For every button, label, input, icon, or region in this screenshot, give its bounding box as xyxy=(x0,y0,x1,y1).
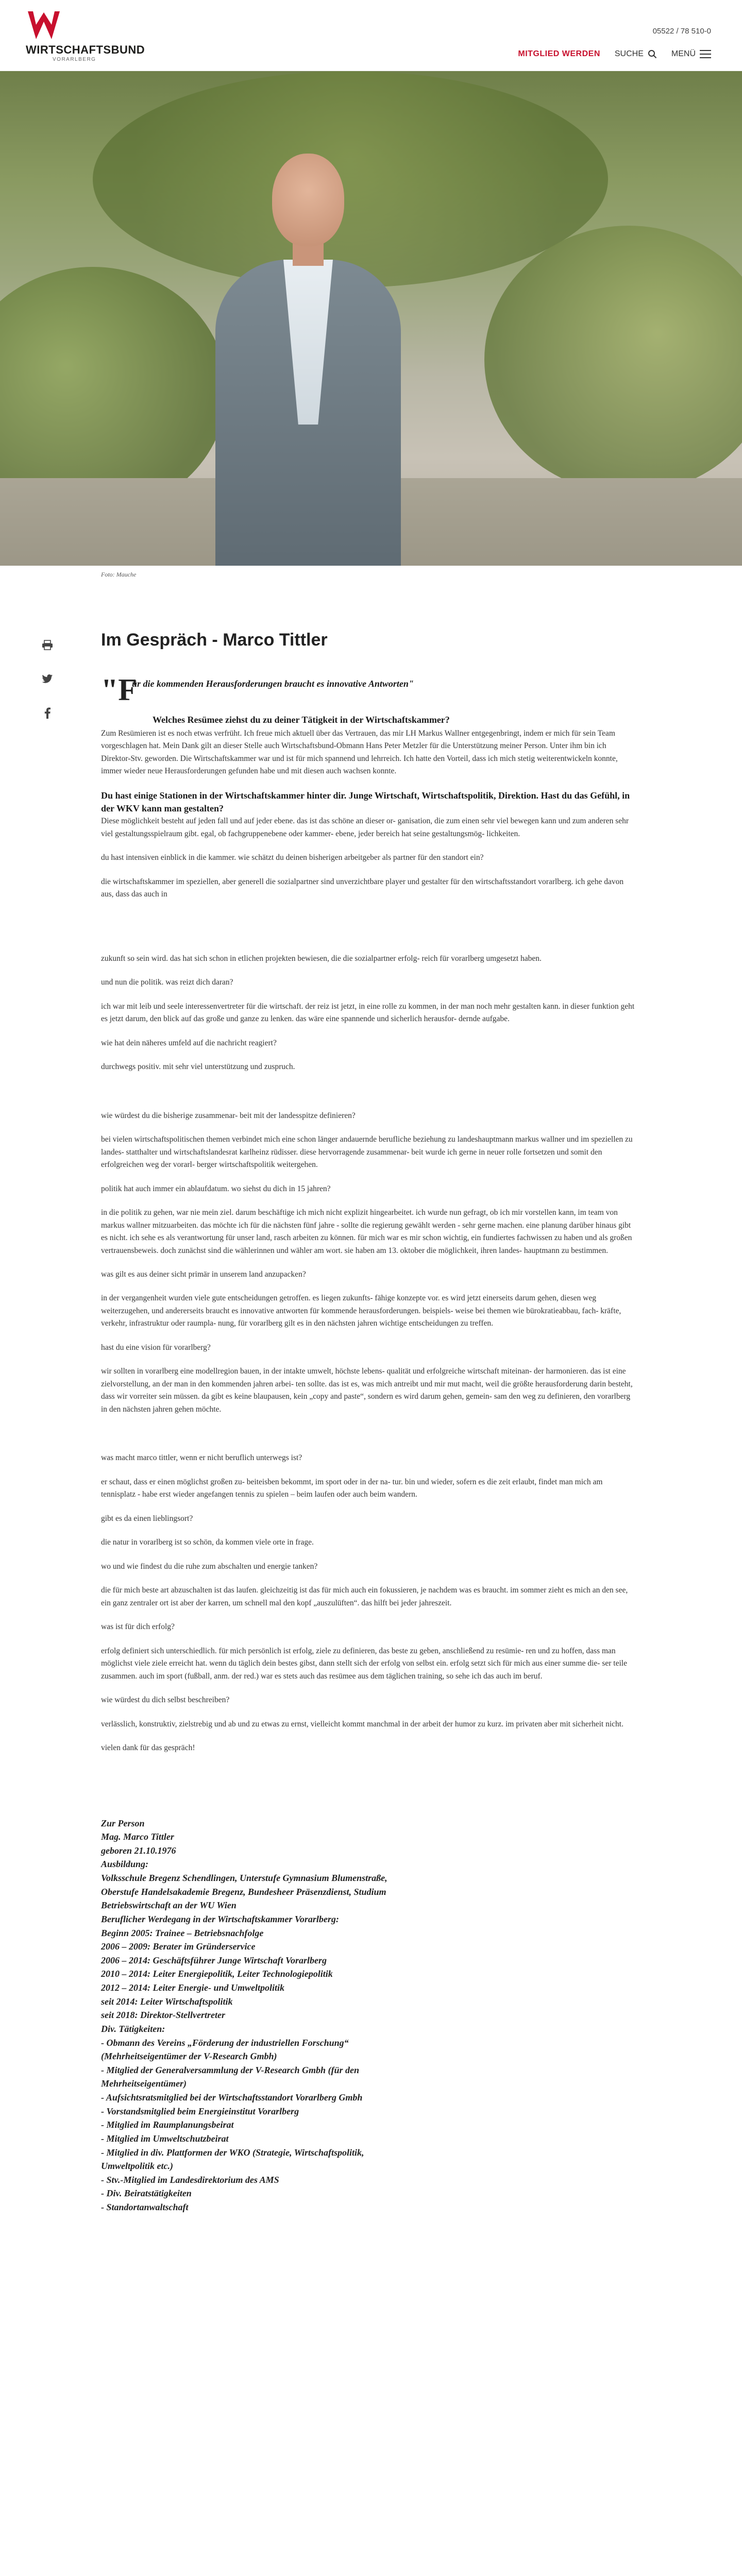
qa-block xyxy=(101,789,637,840)
portrait-head xyxy=(272,154,344,246)
search-icon xyxy=(648,49,657,59)
header-phone[interactable]: 05522 / 78 510-0 xyxy=(652,27,711,36)
bio-line: Ausbildung: xyxy=(101,1859,149,1870)
bio-line: - Vorstandsmitglied beim Energieinstitut Vorarlberg xyxy=(101,2106,299,2116)
answer: die für mich beste art abzuschalten ist das laufen. gleichzeitig ist das für mich auch ein fokussieren, je nachdem was es braucht. im sommer zieht es mich an den see, ein ganz zentraler ort ist aber der karren, um schnell mal den kopf „auszulüften“. das hilft bei jeder jahreszeit. xyxy=(101,1586,628,1607)
facebook-share-button[interactable] xyxy=(39,705,56,721)
hamburger-icon xyxy=(700,50,711,58)
facebook-icon xyxy=(44,707,50,719)
question: wie hat dein näheres umfeld auf die nachricht reagiert? xyxy=(101,1038,277,1047)
answer: Zum Resümieren ist es noch etwas verfrüht. Ich freue mich aktuell über das Vertrauen, das mir LH Markus Wallner entgegenbringt, indem er mich für sein Team vorgeschlagen hat. Mein Dank gilt an dieser Stelle auch Wirtschaftsbund-Obmann Hans Peter Metzler für die Unterstützung meiner Person. Unter ihm bin ich Direktor-Stv. geworden. Die Wirtschaftskammer war und ist für mich spannend und lehrreich. Ich hatte den Vorteil, dass ich mich stetig weiterentwickeln konnte, immer wieder neue Herausforderungen gefunden habe und mit diesen auch wachsen konnte. xyxy=(101,728,618,776)
twitter-share-button[interactable] xyxy=(39,671,56,687)
qa-block xyxy=(101,1452,637,1501)
question: was gilt es aus deiner sicht primär in unserem land anzupacken? xyxy=(101,1269,306,1279)
answer: bei vielen wirtschaftspolitischen themen verbindet mich eine schon länger andauernde berufliche beziehung zu landeshauptmann markus wallner und im speziellen zu landes- statthalter und wirtschaftslandesrat karlheinz rüdisser. diese hervorragende zusammenar- beit wurde ich gerne in neuer rolle fortsetzen und somit den erfolgreichen weg der vorarl- berger wirtschaftspolitik weitergehen. xyxy=(101,1135,633,1170)
answer: ich war mit leib und seele interessenvertreter für die wirtschaft. der reiz ist jetzt, in eine rolle zu kommen, in der man noch mehr gestalten kann. in dieser funktion geht es jetzt darum, den blick auf das große und ganze zu lenken. das wäre eine spannende und sicherlich herausfor- dernde aufgabe. xyxy=(101,1002,635,1024)
bio-line: Umweltpolitik etc.) xyxy=(101,2161,173,2172)
question: wo und wie findest du die ruhe zum abschalten und energie tanken? xyxy=(101,1562,318,1571)
bio-line: 2010 – 2014: Leiter Energiepolitik, Leiter Technologiepolitik xyxy=(101,1969,333,1979)
logo-subtext: VORARLBERG xyxy=(53,57,96,62)
pull-quote xyxy=(101,672,637,707)
bio-line: geboren 21.10.1976 xyxy=(101,1845,176,1856)
bio-line: Div. Tätigkeiten: xyxy=(101,2023,165,2034)
question: politik hat auch immer ein ablaufdatum. wo siehst du dich in 15 jahren? xyxy=(101,1184,331,1193)
quote-mark: "F xyxy=(101,672,137,707)
search-button[interactable] xyxy=(615,49,657,59)
question: hast du eine vision für vorarlberg? xyxy=(101,1343,211,1352)
article-title: Im Gespräch - Marco Tittler xyxy=(101,630,328,650)
bio-line: - Div. Beiratstätigkeiten xyxy=(101,2188,192,2199)
hero-background-bush-right xyxy=(484,226,742,494)
bio-line: Beruflicher Werdegang in der Wirtschaftskammer Vorarlberg: xyxy=(101,1913,339,1924)
hero-image xyxy=(0,71,742,566)
question: wie würdest du die bisherige zusammenar- beit mit der landesspitze definieren? xyxy=(101,1111,356,1120)
closing-line: vielen dank für das gespräch! xyxy=(101,1743,195,1753)
header-nav xyxy=(518,49,711,59)
question: Welches Resümee ziehst du zu deiner Tätigkeit in der Wirtschaftskammer? xyxy=(153,714,450,725)
answer: die wirtschaftskammer im speziellen, aber generell die sozialpartner sind unverzichtbare player und gestalter für den wirtschaftsstandort vorarlberg. ich gehe davon aus, dass das auch in xyxy=(101,877,624,899)
logo-mark-icon xyxy=(26,9,62,41)
bio-line: Volksschule Bregenz Schendlingen, Unterstufe Gymnasium Blumenstraße, xyxy=(101,1873,387,1884)
member-button[interactable]: MITGLIED WERDEN xyxy=(518,49,600,58)
bio-line: Mehrheitseigentümer) xyxy=(101,2078,187,2089)
bio-line: (Mehrheitseigentümer der V-Research Gmbh) xyxy=(101,2051,277,2062)
bio-line: 2012 – 2014: Leiter Energie- und Umweltpolitik xyxy=(101,1982,284,1993)
question: du hast intensiven einblick in die kammer. wie schätzt du deinen bisherigen arbeitgeber als partner für den standort ein? xyxy=(101,853,484,862)
search-label: SUCHE xyxy=(614,49,644,58)
qa-block xyxy=(101,1694,637,1731)
answer: Diese möglichkeit besteht auf jeden fall und auf jeder ebene. das ist das schöne an dieser or- ganisation, die zum einen sehr viel bewegen kann und zum anderen sehr viel gestaltungsspielraum gibt. egal, ob fachgruppenebene oder kammer- ebene, jeder bereich hat seine gestaltungsmög- lichkeiten. xyxy=(101,817,629,838)
question: was ist für dich erfolg? xyxy=(101,1622,175,1632)
qa-block xyxy=(101,1561,637,1609)
bio-line: - Mitglied der Generalversammlung der V-Research Gmbh (für den xyxy=(101,2064,360,2075)
qa-block xyxy=(101,1513,637,1549)
answer: wir sollten in vorarlberg eine modellregion bauen, in der intakte umwelt, höchste lebens- qualität und erfolgreiche wirtschaft miteinan- der harmonieren. das ist eine zielvorstellung, an der man in den kommenden jahren arbei- ten sollte. das ist es, was mich antreibt und mir mut macht, weil die größte herausforderung darin besteht, dass wir vorreiter sein müssen. da gibt es keine blaupausen, kein „copy and paste“, sondern es wird darum gehen, gemein- sam den weg zu definieren, den vorarlberg in den nächsten jahren gehen möchte. xyxy=(101,1367,633,1414)
bio-line: seit 2014: Leiter Wirtschaftspolitik xyxy=(101,1996,233,2007)
hero-background-bush-left xyxy=(0,267,227,514)
qa-block xyxy=(101,1621,637,1683)
logo[interactable] xyxy=(26,9,145,62)
bio-line: Mag. Marco Tittler xyxy=(101,1832,174,1842)
bio-line: - Mitglied in div. Plattformen der WKO (Strategie, Wirtschaftspolitik, xyxy=(101,2147,364,2158)
menu-label: MENÜ xyxy=(671,49,696,58)
bio-line: - Mitglied im Raumplanungsbeirat xyxy=(101,2120,234,2130)
portrait-person xyxy=(215,154,401,566)
bio-line: Zur Person xyxy=(101,1818,145,1828)
answer: er schaut, dass er einen möglichst großen zu- beiteisben bekommt, im sport oder in der na- tur. bin und wieder, sofern es die zeit erlaubt, findet man mich am tennisplatz - habe erst wieder angefangen tennis zu spielen – beim laufen oder auch beim wandern. xyxy=(101,1477,603,1499)
answer: die natur in vorarlberg ist so schön, da kommen viele orte in frage. xyxy=(101,1538,314,1547)
question: was macht marco tittler, wenn er nicht beruflich unterwegs ist? xyxy=(101,1453,302,1463)
qa-block xyxy=(101,1268,637,1330)
print-icon xyxy=(42,639,53,651)
qa-block xyxy=(101,1183,637,1257)
bio-line: - Standortanwaltschaft xyxy=(101,2202,189,2213)
site-header xyxy=(0,0,742,71)
answer: zukunft so sein wird. das hat sich schon in etlichen projekten bewiesen, die die sozialpartner erfolg- reich für vorarlberg umgesetzt haben. xyxy=(101,954,542,963)
bio-line: - Aufsichtsratsmitglied bei der Wirtschaftsstandort Vorarlberg Gmbh xyxy=(101,2092,363,2103)
photo-credit: Foto: Mauche xyxy=(101,571,137,578)
bio-line: 2006 – 2009: Berater im Gründerservice xyxy=(101,1941,256,1952)
bio-box xyxy=(101,1817,637,2214)
question: wie würdest du dich selbst beschreiben? xyxy=(101,1696,230,1705)
qa-block xyxy=(101,714,637,778)
qa-block xyxy=(101,953,637,965)
answer: in die politik zu gehen, war nie mein ziel. darum beschäftige ich mich nicht explizit hingearbeitet. ich wurde nun gefragt, ob ich mir vorstellen kann, im team von markus wallner mitzuarbeiten. das möchte ich für die nächsten fünf jahre - sollte die regierung gewählt werden - sehr gerne machen. eine planung darüber hinaus gibt es nicht. ich sehe es als verantwortung für unser land, rasch arbeiten zu können. für mich war es mir schon wichtig, ein fundiertes fachwissen zu haben und als großen vertrauensbeweis. doch zunächst sind die wählerinnen und wähler am wort. sie haben am 13. oktober die möglichkeit, ihren landes- hauptmann zu bestimmen. xyxy=(101,1208,632,1255)
answer: erfolg definiert sich unterschiedlich. für mich persönlich ist erfolg, ziele zu definieren, das beste zu geben, anschließend zu resümie- ren und zu hoffen, dass man möglichst viele ziele erreicht hat. wenn du täglich dein bestes gibst, dann stellt sich der erfolg von selbst ein. erfolg setzt sich für mich aus einer summe die- ser teile zusammen. auch im sport (fußball, anm. der red.) war es stets auch das resümee aus dem täglichen training, so sehe ich das auch im beruf. xyxy=(101,1646,627,1681)
bio-line: Oberstufe Handelsakademie Bregenz, Bundesheer Präsenzdienst, Studium xyxy=(101,1886,386,1897)
bio-line: - Mitglied im Umweltschutzbeirat xyxy=(101,2133,229,2144)
bio-line: seit 2018: Direktor-Stellvertreter xyxy=(101,2010,225,2021)
bio-line: - Obmann des Vereins „Förderung der industriellen Forschung“ xyxy=(101,2037,349,2048)
bio-line: Beginn 2005: Trainee – Betriebsnachfolge xyxy=(101,1927,264,1938)
bio-line: 2006 – 2014: Geschäftsführer Junge Wirtschaft Vorarlberg xyxy=(101,1955,327,1965)
print-button[interactable] xyxy=(39,637,56,653)
question: gibt es da einen lieblingsort? xyxy=(101,1514,193,1523)
answer: in der vergangenheit wurden viele gute entscheidungen getroffen. es liegen zukunfts- fähige konzepte vor. es wird jetzt einerseits darum gehen, diesen weg weiterzugehen, und andererseits braucht es innovative antworten für kommende herausforderungen. beispiels- weise bei themen wie bürokratieabbau, fach- kräfte, verkehr, infrastruktur oder raumpla- nung, für vorarlberg gilt es in den nächsten jahren wichtige entscheidungen zu treffen. xyxy=(101,1294,621,1328)
qa-block xyxy=(101,1037,637,1074)
bio-line: - Stv.-Mitglied im Landesdirektorium des AMS xyxy=(101,2174,279,2185)
logo-text: WIRTSCHAFTSBUND xyxy=(26,43,145,56)
qa-block xyxy=(101,1342,637,1416)
question: Du hast einige Stationen in der Wirtschaftskammer hinter dir. Junge Wirtschaft, Wirtschaftspolitik, Direktion. Hast du das Gefühl, in der WKV kann man gestalten? xyxy=(101,790,630,814)
answer: durchwegs positiv. mit sehr viel unterstützung und zuspruch. xyxy=(101,1062,295,1072)
share-bar xyxy=(37,637,58,721)
qa-block xyxy=(101,1110,637,1172)
twitter-icon xyxy=(42,674,53,684)
article xyxy=(101,630,637,2214)
question: und nun die politik. was reizt dich daran? xyxy=(101,978,233,987)
qa-block xyxy=(101,976,637,1025)
menu-button[interactable] xyxy=(671,49,711,59)
qa-block xyxy=(101,1742,637,1754)
qa-block xyxy=(101,852,637,901)
quote-text: ür die kommenden Herausforderungen braucht es innovative Antworten" xyxy=(132,678,414,689)
bio-line: Betriebswirtschaft an der WU Wien xyxy=(101,1900,237,1911)
answer: verlässlich, konstruktiv, zielstrebig und ab und zu etwas zu ernst, vielleicht kommt manchmal in der arbeit der humor zu kurz. im privaten aber mit sicherheit nicht. xyxy=(101,1719,623,1728)
